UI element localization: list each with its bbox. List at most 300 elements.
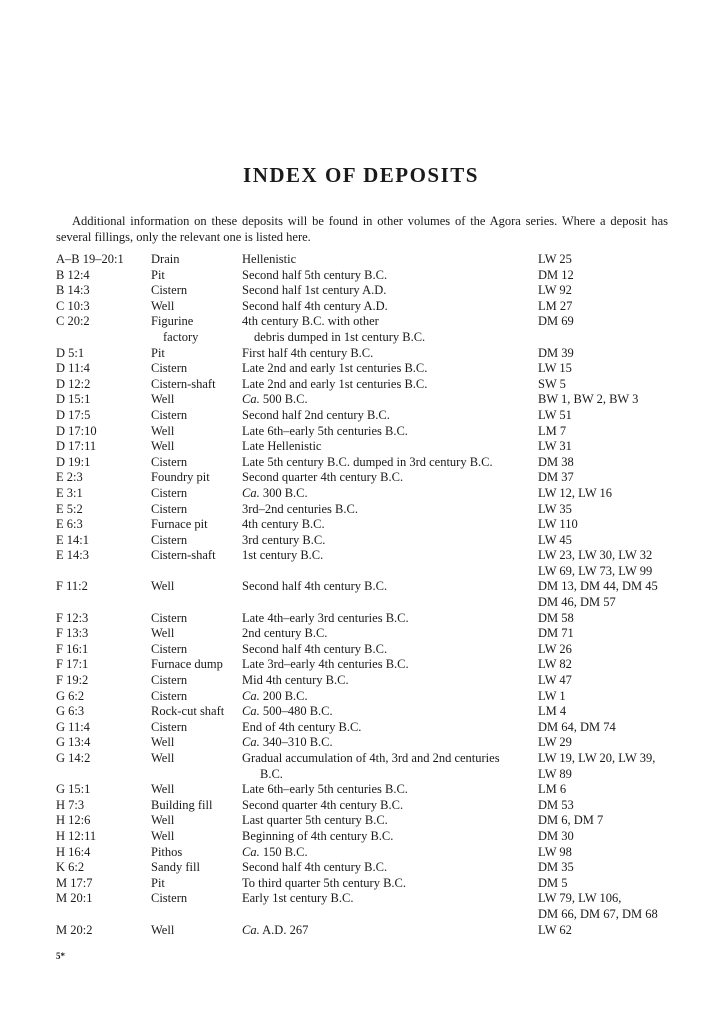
date-text: 1st century B.C. [242,548,324,563]
references-text: LW 47 [538,673,572,688]
table-row [56,626,676,642]
type-cell [151,642,187,658]
date-line [242,486,308,502]
date-cell [242,424,408,440]
date-text: 300 B.C. [259,485,308,500]
deposit-cell: E 14:3 [56,548,89,563]
date-cell [242,735,333,751]
type-cell [151,314,198,345]
date-line [242,829,393,845]
date-cell [242,611,409,627]
references-cell [538,704,566,720]
date-line [242,782,408,798]
date-cell [242,782,408,798]
date-line [242,283,386,299]
date-cell [242,486,308,502]
references-cell [538,813,603,829]
date-line [242,751,500,767]
date-line [242,845,308,861]
table-row [56,579,676,610]
type-text: Cistern [151,485,188,500]
date-cell [242,923,308,939]
references-text-continued: LW 89 [538,766,572,781]
type-text: Cistern [151,532,188,547]
type-text: Well [151,298,175,313]
table-row [56,751,676,782]
type-text: Cistern [151,673,188,688]
date-cell [242,579,387,595]
type-cell [151,502,187,518]
references-cell [538,751,655,782]
type-text: Cistern [151,719,188,734]
date-line [242,579,387,595]
table-row [56,813,676,829]
deposit-cell: G 14:2 [56,751,91,765]
type-cell [151,720,187,736]
type-cell [151,891,187,907]
type-cell [151,408,187,424]
type-cell [151,346,165,362]
table-row [56,470,676,486]
date-line [242,923,308,939]
references-text: LM 27 [538,298,573,313]
type-text: Well [151,782,175,797]
date-line [242,268,387,284]
type-cell [151,923,174,939]
references-text: LW 19, LW 20, LW 39, [538,751,656,765]
date-line [242,720,361,736]
date-text: Second quarter 4th century B.C. [242,797,404,812]
references-text: LW 23, LW 30, LW 32 [538,548,653,563]
date-cell [242,860,387,876]
date-cell [242,268,387,284]
table-row [56,798,676,814]
table-row [56,502,676,518]
date-cell [242,813,388,829]
table-row [56,860,676,876]
type-text: Pithos [151,844,183,859]
circa-abbrev: Ca. [242,688,260,703]
circa-abbrev: Ca. [242,392,260,407]
deposit-cell: F 13:3 [56,626,89,641]
circa-abbrev: Ca. [242,704,260,719]
date-line [242,891,353,907]
type-text: Well [151,735,175,750]
circa-abbrev: Ca. [242,922,260,937]
date-line [242,548,323,564]
date-text: 2nd century B.C. [242,626,328,641]
table-row [56,455,676,471]
type-cell [151,299,174,315]
type-cell [151,782,174,798]
deposit-cell: B 14:3 [56,283,90,298]
references-cell [538,860,574,876]
date-cell [242,704,333,720]
references-text: LW 51 [538,407,572,422]
references-text: LW 1 [538,688,566,703]
type-cell [151,439,174,455]
deposit-cell: E 3:1 [56,485,83,500]
references-text: DM 6, DM 7 [538,813,604,828]
date-line [242,392,308,408]
references-text: LM 6 [538,782,567,797]
type-text: Cistern-shaft [151,376,216,391]
date-text: Early 1st century B.C. [242,891,354,906]
date-text: 4th century B.C. with other [242,314,379,329]
references-cell [538,486,612,502]
date-line [242,517,325,533]
type-cell [151,548,216,564]
table-row [56,283,676,299]
type-cell [151,751,174,767]
references-text: BW 1, BW 2, BW 3 [538,392,639,407]
date-line [242,673,349,689]
type-text: Well [151,579,175,594]
table-row [56,673,676,689]
date-cell [242,439,321,455]
deposit-cell: H 12:11 [56,828,97,843]
references-text: DM 39 [538,345,574,360]
table-row [56,657,676,673]
references-cell [538,502,572,518]
deposit-cell: M 20:2 [56,922,93,937]
references-cell [538,876,568,892]
references-cell [538,424,566,440]
date-cell [242,314,425,345]
page-title: INDEX OF DEPOSITS [243,163,479,187]
type-text: Well [151,423,175,438]
date-cell [242,377,427,393]
table-row [56,923,676,939]
date-text: 3rd century B.C. [242,532,326,547]
date-line [242,798,403,814]
date-text: Second half 4th century B.C. [242,579,388,594]
references-cell [538,673,572,689]
type-text: Foundry pit [151,470,210,485]
deposit-cell: E 6:3 [56,517,83,532]
type-cell [151,611,187,627]
references-cell [538,891,658,922]
date-line [242,611,409,627]
table-row [56,314,676,345]
references-cell [538,392,638,408]
references-text: LW 35 [538,501,572,516]
table-row [56,408,676,424]
deposit-cell: G 6:3 [56,704,85,719]
type-cell [151,876,165,892]
date-text: Last quarter 5th century B.C. [242,813,388,828]
type-text: Drain [151,252,180,266]
type-cell [151,735,174,751]
type-text: Cistern [151,407,188,422]
references-cell [538,408,572,424]
references-text-continued: LW 69, LW 73, LW 99 [538,563,653,578]
deposit-cell: F 11:2 [56,579,88,594]
date-text: Late 2nd and early 1st centuries B.C. [242,361,428,376]
references-cell [538,782,566,798]
table-row [56,268,676,284]
references-text: LW 110 [538,517,578,532]
table-row [56,361,676,377]
table-row [56,299,676,315]
references-text: LW 92 [538,283,572,298]
date-cell [242,408,390,424]
type-text: Cistern [151,283,188,298]
deposit-cell: C 10:3 [56,298,90,313]
date-cell [242,673,349,689]
date-text: A.D. 267 [259,922,309,937]
deposit-cell: E 2:3 [56,470,83,485]
date-line [242,361,427,377]
type-cell [151,252,179,268]
type-cell [151,813,174,829]
date-line [242,876,406,892]
deposit-cell: H 16:4 [56,844,91,859]
references-cell [538,533,572,549]
deposit-cell: F 12:3 [56,610,89,625]
date-cell [242,392,308,408]
date-text: Second half 4th century B.C. [242,641,388,656]
date-text: Second half 2nd century B.C. [242,407,390,422]
date-text: Late 3rd–early 4th centuries B.C. [242,657,409,672]
date-text: Late 6th–early 5th centuries B.C. [242,782,408,797]
date-text-continued: B.C. [260,766,283,781]
type-text: Pit [151,875,165,890]
date-line [242,252,296,268]
references-text: LW 26 [538,641,572,656]
deposit-cell: B 12:4 [56,267,90,282]
deposit-index-table [56,252,676,938]
type-text: Pit [151,345,165,360]
date-line [242,377,427,393]
date-cell [242,299,388,315]
date-line [242,470,403,486]
date-cell [242,517,325,533]
type-cell [151,455,187,471]
references-text: LW 25 [538,252,572,266]
type-text: Well [151,751,175,765]
deposit-cell: D 19:1 [56,454,91,469]
references-cell [538,720,616,736]
type-cell [151,470,210,486]
date-cell [242,502,358,518]
deposit-cell: D 12:2 [56,376,91,391]
date-line [242,455,493,471]
references-cell [538,611,574,627]
type-text: Cistern [151,641,188,656]
date-cell [242,751,500,782]
references-cell [538,252,572,268]
type-cell [151,361,187,377]
date-cell [242,876,406,892]
references-cell [538,377,566,393]
references-cell [538,923,572,939]
date-line [242,860,387,876]
deposit-cell: F 16:1 [56,641,89,656]
type-text-continued: factory [163,329,199,344]
date-text: Late 2nd and early 1st centuries B.C. [242,376,428,391]
references-cell [538,579,658,610]
type-text: Cistern [151,891,188,906]
date-cell [242,829,393,845]
table-row [56,392,676,408]
deposit-cell: D 5:1 [56,345,85,360]
table-row [56,876,676,892]
date-cell [242,657,409,673]
date-line [242,502,358,518]
type-text: Well [151,626,175,641]
references-text: DM 37 [538,470,574,485]
date-text: Beginning of 4th century B.C. [242,828,394,843]
type-cell [151,704,224,720]
type-text: Pit [151,267,165,282]
date-text: To third quarter 5th century B.C. [242,875,407,890]
date-text: Second half 1st century A.D. [242,283,387,298]
deposit-cell: G 6:2 [56,688,85,703]
circa-abbrev: Ca. [242,735,260,750]
date-line [242,735,333,751]
type-text: Cistern [151,454,188,469]
date-text-continued: debris dumped in 1st century B.C. [254,329,426,344]
type-cell [151,283,187,299]
references-text: LW 31 [538,439,572,454]
date-cell [242,720,361,736]
date-line [242,346,373,362]
deposit-cell: E 14:1 [56,532,89,547]
references-text: LW 29 [538,735,572,750]
references-text: DM 69 [538,314,574,329]
date-cell [242,689,308,705]
date-text: Second quarter 4th century B.C. [242,470,404,485]
references-text: DM 12 [538,267,574,282]
table-row [56,689,676,705]
references-cell [538,314,574,330]
date-line [242,314,425,330]
date-text: 340–310 B.C. [259,735,333,750]
references-cell [538,268,574,284]
table-row [56,720,676,736]
date-line [242,626,327,642]
references-cell [538,283,572,299]
deposit-cell: K 6:2 [56,860,85,875]
deposit-cell: D 17:11 [56,439,97,454]
type-text: Well [151,813,175,828]
type-text: Cistern [151,688,188,703]
date-text: Late Hellenistic [242,439,322,454]
date-text: Second half 5th century B.C. [242,267,388,282]
deposit-cell: M 20:1 [56,891,93,906]
deposit-cell: G 15:1 [56,782,91,797]
type-text: Well [151,922,175,937]
circa-abbrev: Ca. [242,485,260,500]
deposit-cell: H 7:3 [56,797,85,812]
references-text-continued: DM 66, DM 67, DM 68 [538,906,658,921]
references-text: DM 71 [538,626,574,641]
type-cell [151,377,216,393]
date-text: 500–480 B.C. [259,704,333,719]
table-row [56,252,676,268]
deposit-cell: D 17:10 [56,423,97,438]
date-line [242,642,387,658]
references-cell [538,735,572,751]
references-text: LW 15 [538,361,572,376]
type-cell [151,517,208,533]
date-cell [242,642,387,658]
type-text: Rock-cut shaft [151,704,225,719]
date-line [242,299,388,315]
date-cell [242,252,296,268]
type-cell [151,486,187,502]
type-text: Cistern [151,610,188,625]
type-cell [151,673,187,689]
date-text: Second half 4th century A.D. [242,298,388,313]
references-text: DM 38 [538,454,574,469]
table-row [56,782,676,798]
date-text: 200 B.C. [259,688,308,703]
references-cell [538,455,574,471]
date-cell [242,283,386,299]
date-cell [242,346,373,362]
references-text: LW 79, LW 106, [538,891,622,906]
date-text: End of 4th century B.C. [242,719,362,734]
date-text: 500 B.C. [259,392,308,407]
type-text: Well [151,392,175,407]
type-text: Well [151,828,175,843]
references-cell [538,657,572,673]
deposit-cell: G 11:4 [56,719,90,734]
references-text: LM 4 [538,704,567,719]
references-text: LW 12, LW 16 [538,485,613,500]
date-line [242,813,388,829]
references-cell [538,845,572,861]
references-text-continued: DM 46, DM 57 [538,595,616,610]
references-text: LW 82 [538,657,572,672]
date-cell [242,548,323,564]
deposit-cell: C 20:2 [56,314,90,329]
deposit-cell: F 19:2 [56,673,89,688]
table-row [56,704,676,720]
deposit-cell: H 12:6 [56,813,91,828]
deposit-cell: E 5:2 [56,501,83,516]
date-cell [242,626,327,642]
intro-paragraph: Additional information on these deposits will be found in other volumes of the Agora series. Where a deposit has several fillings, only the relevant one is listed here. [56,214,668,244]
type-cell [151,657,223,673]
type-text: Cistern [151,501,188,516]
type-text: Cistern-shaft [151,548,216,563]
deposit-cell: G 13:4 [56,735,91,750]
type-cell [151,626,174,642]
date-cell [242,798,403,814]
references-cell [538,470,574,486]
references-text: SW 5 [538,376,566,391]
deposit-cell: D 15:1 [56,392,91,407]
type-text: Sandy fill [151,860,200,875]
date-line [242,408,390,424]
references-cell [538,798,574,814]
date-cell [242,361,427,377]
table-row [56,439,676,455]
type-cell [151,860,200,876]
type-cell [151,689,187,705]
date-text: Late 6th–early 5th centuries B.C. [242,423,408,438]
references-text: DM 13, DM 44, DM 45 [538,579,658,594]
references-text: LW 62 [538,922,572,937]
table-row [56,517,676,533]
type-text: Well [151,439,175,454]
type-text: Furnace dump [151,657,223,672]
table-row [56,642,676,658]
table-row [56,891,676,922]
